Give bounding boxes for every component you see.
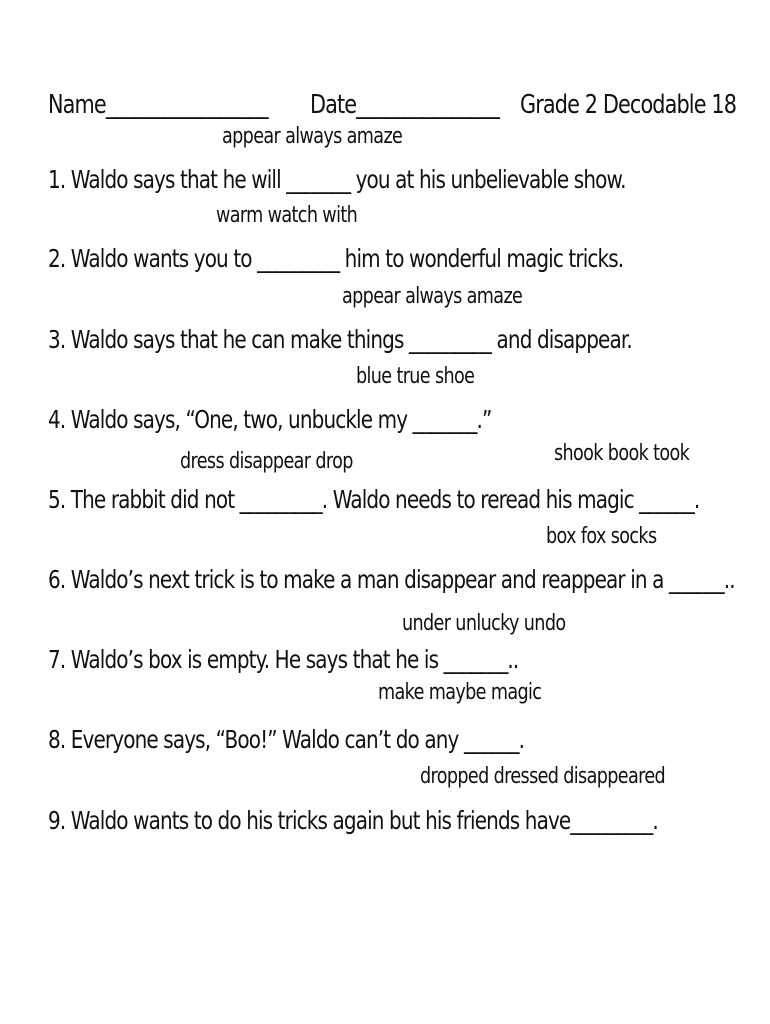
question-8: 8. Everyone says, “Boo!” Waldo can’t do any ______. [48, 725, 525, 754]
question-9: 9. Waldo wants to do his tricks again but his friends have_________. [48, 806, 658, 835]
word-choices: dress disappear drop [180, 449, 353, 474]
question-3: 3. Waldo says that he can make things _________ and disappear. [48, 325, 632, 354]
word-choices: appear always amaze [342, 284, 523, 309]
word-choices: appear always amaze [222, 124, 403, 149]
question-6: 6. Waldo’s next trick is to make a man disappear and reappear in a ______.. [48, 565, 735, 594]
word-choices: box fox socks [546, 524, 657, 549]
word-choices-second: shook book took [554, 441, 690, 466]
word-choices: warm watch with [216, 203, 358, 228]
question-2: 2. Waldo wants you to _________ him to wonderful magic tricks. [48, 244, 624, 273]
question-5: 5. The rabbit did not _________. Waldo needs to reread his magic ______. [48, 485, 700, 514]
question-1: 1. Waldo says that he will _______ you at his unbelievable show. [48, 165, 626, 194]
date-field-label: Date_______________ [310, 90, 499, 120]
word-choices: dropped dressed disappeared [420, 764, 666, 789]
name-field-label: Name_________________ [48, 90, 268, 120]
question-4: 4. Waldo says, “One, two, unbuckle my _______.” [48, 405, 492, 434]
word-choices: blue true shoe [356, 364, 475, 389]
word-choices: make maybe magic [378, 680, 542, 705]
question-7: 7. Waldo’s box is empty. He says that he is _______.. [48, 645, 519, 674]
word-choices: under unlucky undo [402, 611, 566, 636]
grade-title: Grade 2 Decodable 18 [520, 90, 737, 120]
